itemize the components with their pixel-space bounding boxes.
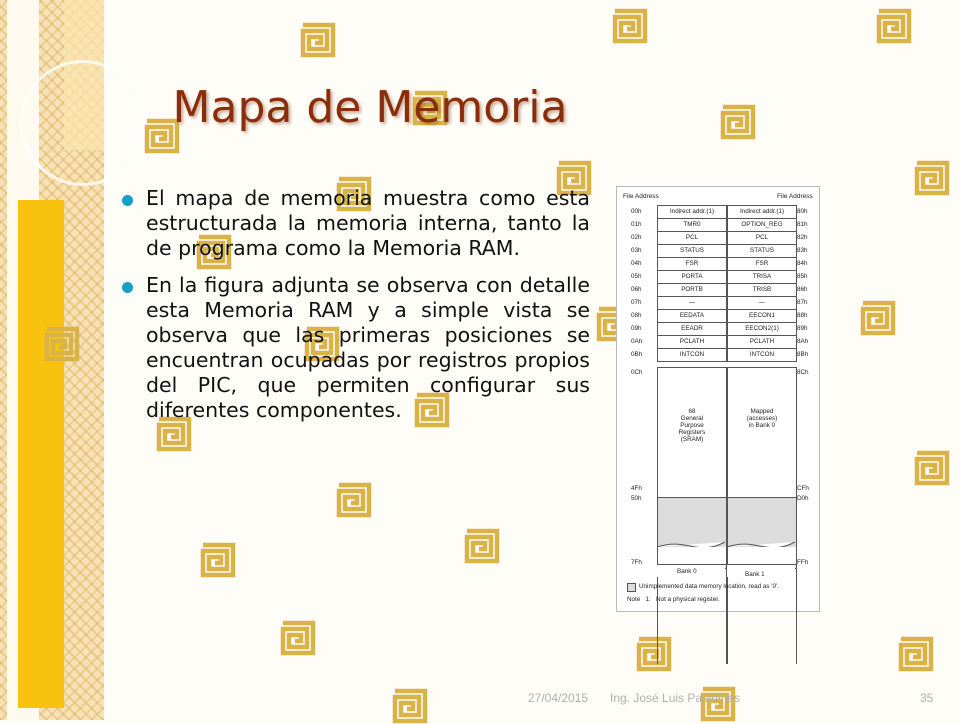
register-right-address: 85h bbox=[797, 273, 808, 280]
register-right-address: 87h bbox=[797, 299, 808, 306]
greek-key-icon bbox=[464, 528, 500, 564]
greek-key-icon bbox=[280, 620, 316, 656]
greek-key-icon bbox=[44, 326, 80, 362]
register-bank1-cell: PCLATH bbox=[727, 335, 797, 349]
greek-key-icon bbox=[720, 104, 756, 140]
register-bank1-cell: — bbox=[727, 296, 797, 310]
greek-key-icon bbox=[914, 160, 950, 196]
register-row bbox=[617, 231, 819, 244]
register-bank1-cell: OPTION_REG bbox=[727, 218, 797, 232]
greek-key-icon bbox=[300, 22, 336, 58]
register-right-address: 8Ah bbox=[797, 338, 809, 345]
figure-note: Note 1: Not a physical register. bbox=[627, 596, 720, 603]
slide-title: Mapa de Memoria bbox=[172, 82, 568, 133]
register-row bbox=[617, 270, 819, 283]
register-row bbox=[617, 257, 819, 270]
register-row bbox=[617, 283, 819, 296]
greek-key-icon bbox=[612, 8, 648, 44]
register-right-address: 86h bbox=[797, 286, 808, 293]
register-left-address: 0Bh bbox=[631, 351, 643, 358]
register-right-address: 88h bbox=[797, 312, 808, 319]
register-bank0-cell: STATUS bbox=[657, 244, 727, 258]
gpr-bank1-line: (accesses) bbox=[746, 415, 778, 422]
addr-d0: D0h bbox=[797, 495, 809, 502]
gpr-bank0-text bbox=[658, 408, 726, 443]
greek-key-icon bbox=[860, 300, 896, 336]
register-right-address: 89h bbox=[797, 325, 808, 332]
register-bank0-cell: PCLATH bbox=[657, 335, 727, 349]
register-row bbox=[617, 309, 819, 322]
register-left-address: 04h bbox=[631, 260, 642, 267]
register-row bbox=[617, 244, 819, 257]
bank0-label: Bank 0 bbox=[677, 568, 697, 575]
gpr-bank0-line: 68 bbox=[688, 408, 696, 415]
register-left-address: 00h bbox=[631, 208, 642, 215]
register-right-address: 80h bbox=[797, 208, 808, 215]
register-bank1-cell: PCL bbox=[727, 231, 797, 245]
footer-author: Ing. José Luis Paladines bbox=[610, 691, 741, 705]
register-row bbox=[617, 296, 819, 309]
register-bank1-cell: TRISA bbox=[727, 270, 797, 284]
footer-date: 27/04/2015 bbox=[528, 691, 589, 705]
register-right-address: 83h bbox=[797, 247, 808, 254]
memory-map-figure bbox=[616, 186, 820, 612]
register-row bbox=[617, 218, 819, 231]
slide-body bbox=[122, 186, 590, 435]
register-bank1-cell: EECON1 bbox=[727, 309, 797, 323]
gpr-bank0-line: Purpose bbox=[680, 422, 704, 429]
register-left-address: 07h bbox=[631, 299, 642, 306]
register-left-address: 08h bbox=[631, 312, 642, 319]
register-bank0-cell: INTCON bbox=[657, 348, 727, 362]
register-bank0-cell: EEADR bbox=[657, 322, 727, 336]
left-yellow-strip bbox=[18, 200, 64, 708]
greek-key-icon bbox=[392, 688, 428, 724]
register-bank1-cell: INTCON bbox=[727, 348, 797, 362]
register-left-address: 01h bbox=[631, 221, 642, 228]
greek-key-icon bbox=[914, 450, 950, 486]
register-bank0-cell: EEDATA bbox=[657, 309, 727, 323]
legend-swatch bbox=[627, 583, 636, 592]
greek-key-icon bbox=[200, 542, 236, 578]
greek-key-icon bbox=[876, 8, 912, 44]
bank0-tail bbox=[657, 547, 727, 565]
gpr-right-address: 8Ch bbox=[797, 369, 809, 376]
gpr-bank0-line: Registers bbox=[678, 429, 706, 436]
gpr-bank1-line: Mapped bbox=[750, 408, 774, 415]
register-right-address: 81h bbox=[797, 221, 808, 228]
bullet-2: En la figura adjunta se observa con detalle esta Memoria RAM y a simple vista se observa que las primeras posiciones se encuentran ocupadas por registros propios del PIC, que permiten configurar sus diferentes componentes. bbox=[122, 273, 590, 423]
bullet-1: El mapa de memoria muestra como esta estructurada la memoria interna, tanto la de programa como la Memoria RAM. bbox=[122, 186, 590, 261]
addr-7f: 7Fh bbox=[631, 559, 642, 566]
addr-cf: CFh bbox=[797, 485, 809, 492]
register-bank0-cell: PORTB bbox=[657, 283, 727, 297]
register-bank1-cell: Indirect addr.(1) bbox=[727, 205, 797, 219]
register-bank0-cell: — bbox=[657, 296, 727, 310]
gpr-bank0-line: (SRAM) bbox=[680, 436, 704, 443]
register-right-address: 84h bbox=[797, 260, 808, 267]
register-bank1-cell: STATUS bbox=[727, 244, 797, 258]
register-left-address: 05h bbox=[631, 273, 642, 280]
file-address-left-header: File Address bbox=[623, 193, 659, 200]
register-row bbox=[617, 335, 819, 348]
gpr-bank1-line: in Bank 0 bbox=[748, 422, 776, 429]
file-address-right-header: File Address bbox=[777, 193, 813, 200]
register-left-address: 06h bbox=[631, 286, 642, 293]
legend-text: Unimplemented data memory location, read as '0'. bbox=[639, 583, 779, 590]
greek-key-icon bbox=[898, 636, 934, 672]
register-right-address: 8Bh bbox=[797, 351, 809, 358]
footer-page-number: 35 bbox=[920, 691, 934, 705]
register-row bbox=[617, 322, 819, 335]
register-right-address: 82h bbox=[797, 234, 808, 241]
register-bank0-cell: FSR bbox=[657, 257, 727, 271]
gpr-bank1-text bbox=[728, 408, 796, 429]
greek-key-icon bbox=[336, 482, 372, 518]
register-bank0-cell: PCL bbox=[657, 231, 727, 245]
addr-4f: 4Fh bbox=[631, 485, 642, 492]
bank1-tail bbox=[727, 547, 797, 565]
addr-50: 50h bbox=[631, 495, 642, 502]
gpr-left-address: 0Ch bbox=[631, 369, 643, 376]
register-left-address: 09h bbox=[631, 325, 642, 332]
register-bank0-cell: PORTA bbox=[657, 270, 727, 284]
register-bank1-cell: EECON2(1) bbox=[727, 322, 797, 336]
gpr-bank0-line: General bbox=[680, 415, 704, 422]
register-bank1-cell: TRISB bbox=[727, 283, 797, 297]
bank1-label: Bank 1 bbox=[745, 571, 765, 578]
register-left-address: 03h bbox=[631, 247, 642, 254]
addr-ff: FFh bbox=[797, 559, 809, 566]
register-bank0-cell: TMR0 bbox=[657, 218, 727, 232]
register-row bbox=[617, 205, 819, 218]
register-bank1-cell: FSR bbox=[727, 257, 797, 271]
register-left-address: 0Ah bbox=[631, 338, 643, 345]
register-row bbox=[617, 348, 819, 361]
register-bank0-cell: Indirect addr.(1) bbox=[657, 205, 727, 219]
register-left-address: 02h bbox=[631, 234, 642, 241]
